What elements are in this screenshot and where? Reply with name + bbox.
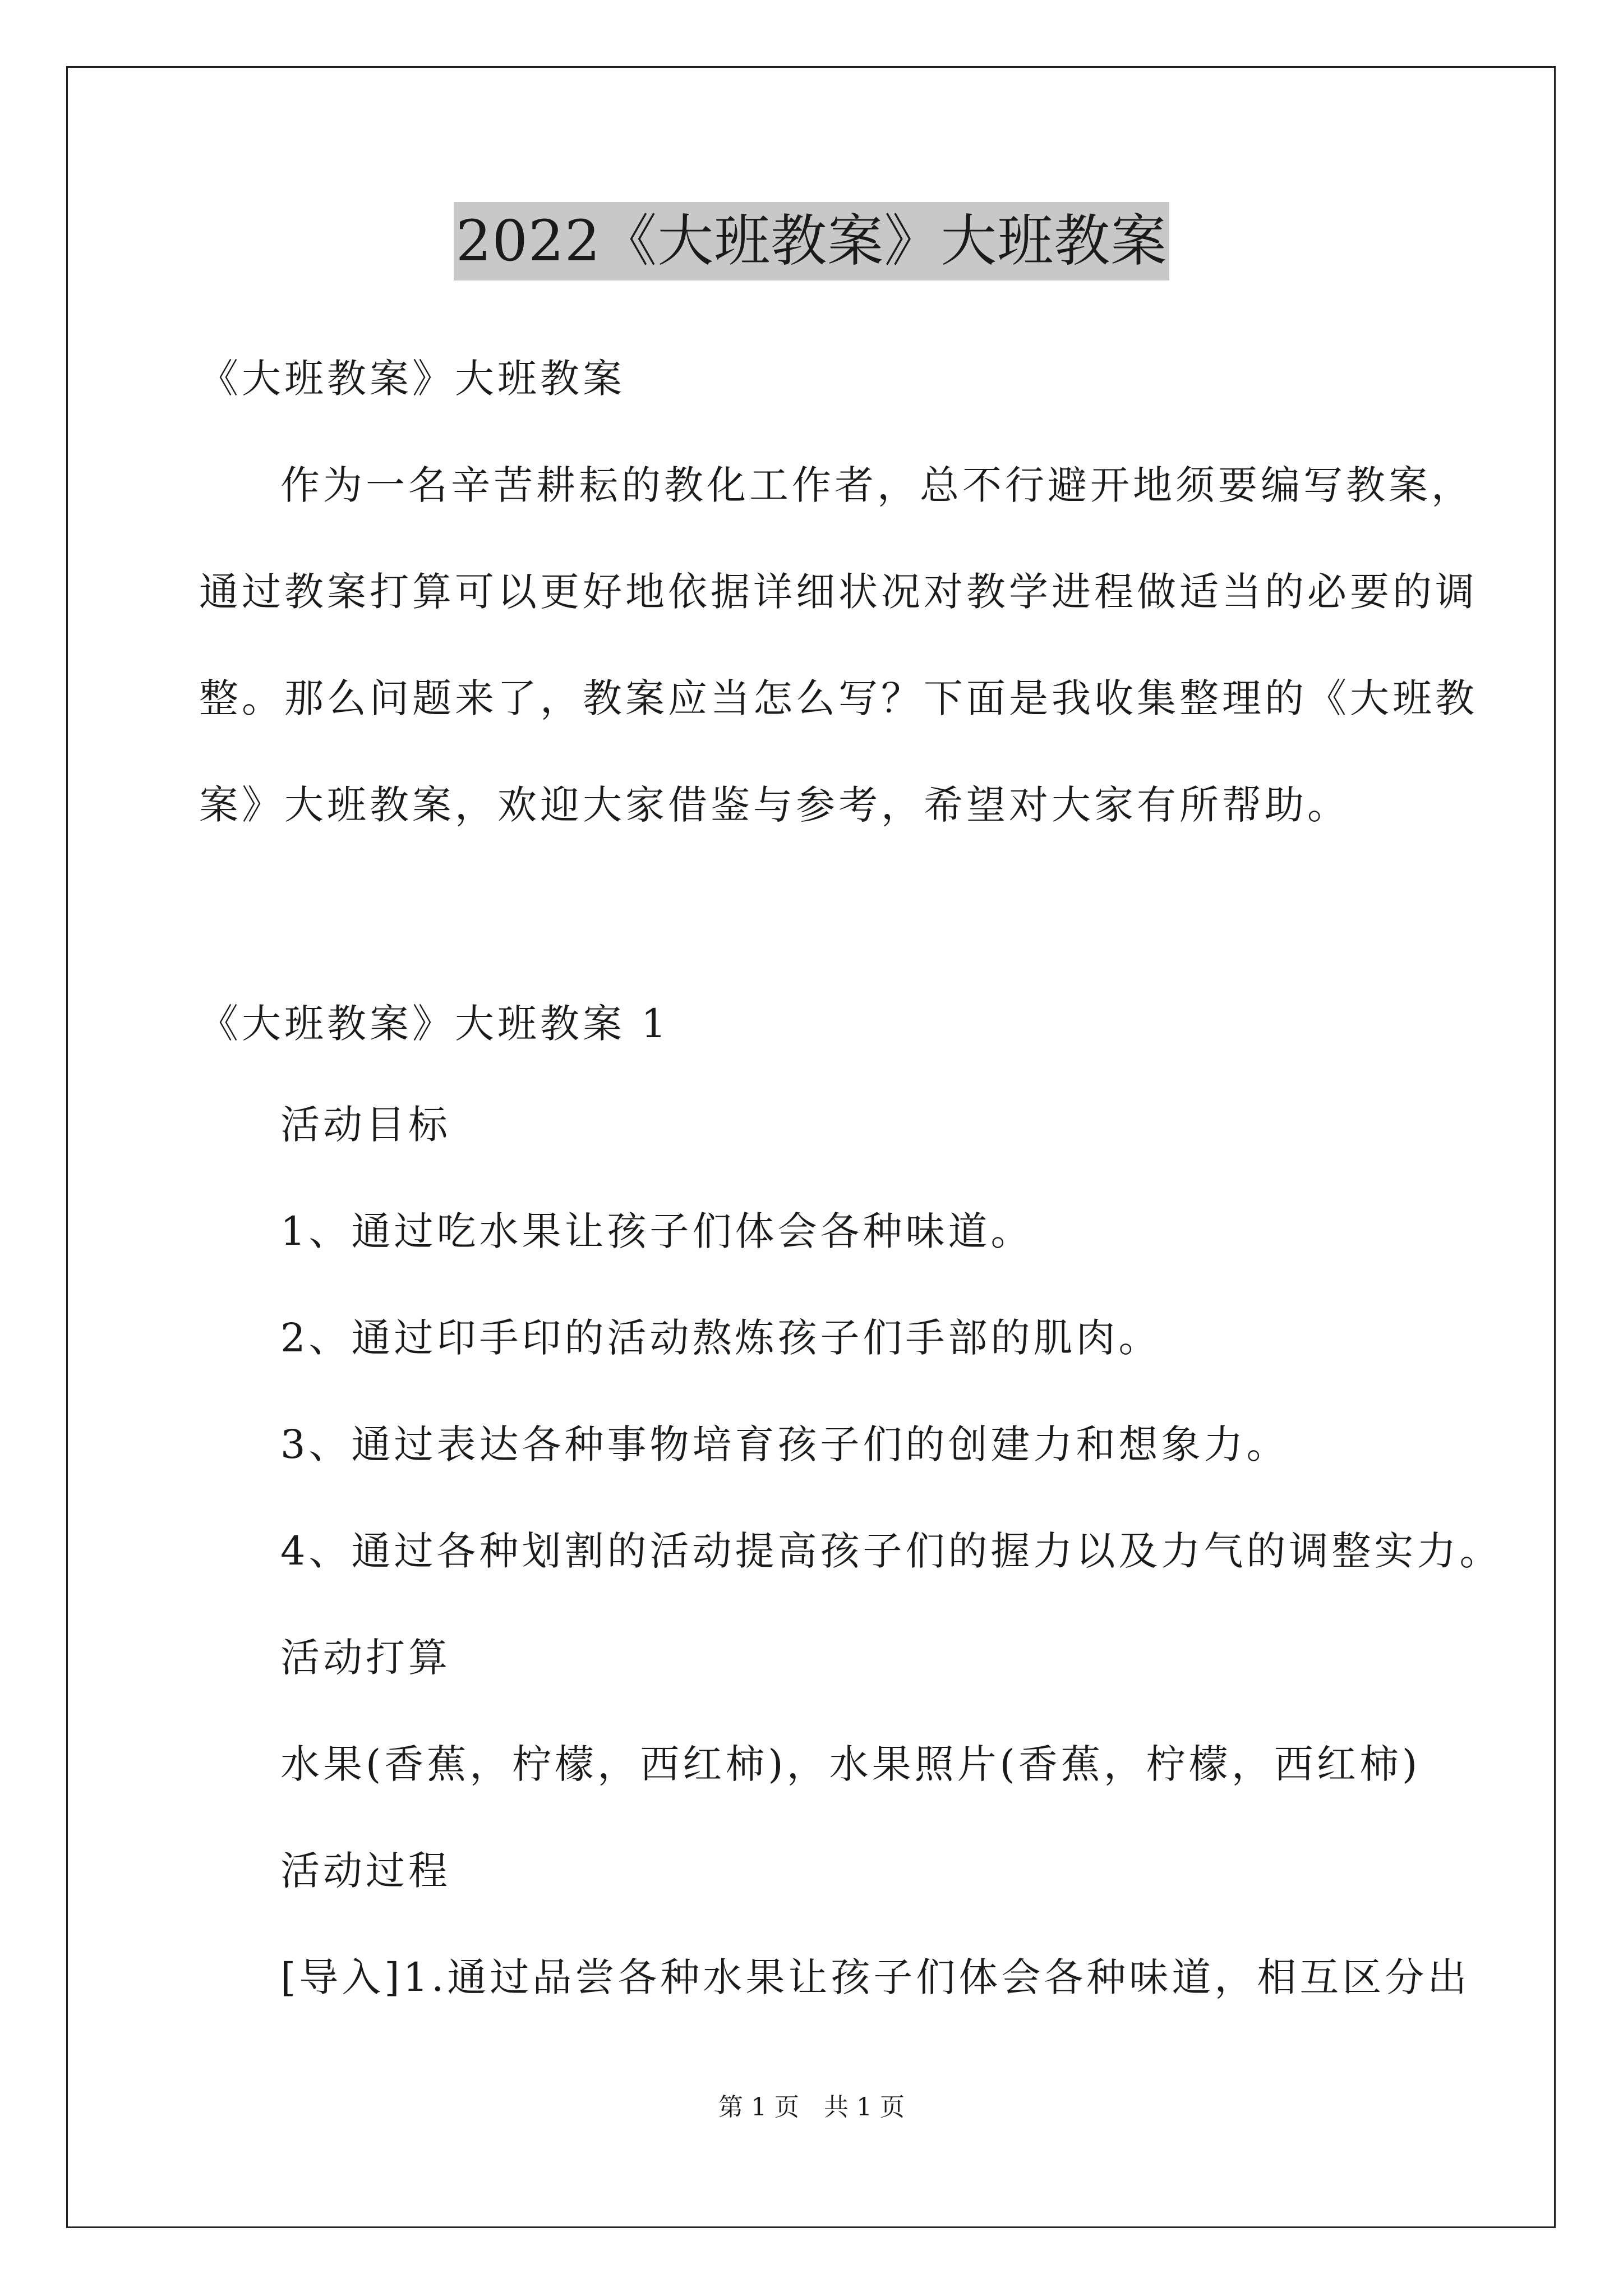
title-container (0, 202, 1623, 280)
page-footer: 第 1 页 共 1 页 (718, 2093, 905, 2122)
prep-heading: 活动打算 (280, 1635, 451, 1681)
document-title: 2022《大班教案》大班教案 (454, 202, 1170, 280)
goal-item: 4、通过各种划割的活动提高孩子们的握力以及力气的调整实力。 (280, 1528, 1502, 1574)
intro-line-2: 通过教案打算可以更好地依据详细状况对教学进程做适当的必要的调 (199, 569, 1478, 615)
goals-heading: 活动目标 (280, 1102, 451, 1148)
process-text: [导入]1.通过品尝各种水果让孩子们体会各种味道，相互区分出 (280, 1954, 1470, 2000)
intro-line-1: 作为一名辛苦耕耘的教化工作者，总不行避开地须要编写教案， (280, 462, 1474, 508)
prep-text: 水果(香蕉，柠檬，西红柿)，水果照片(香蕉，柠檬，西红柿) (280, 1741, 1421, 1787)
goal-item: 2、通过印手印的活动熬炼孩子们手部的肌肉。 (280, 1315, 1161, 1361)
document-subtitle: 《大班教案》大班教案 (199, 356, 625, 402)
process-heading: 活动过程 (280, 1848, 451, 1894)
intro-line-3: 整。那么问题来了，教案应当怎么写？下面是我收集整理的《大班教 (199, 675, 1478, 721)
goal-item: 3、通过表达各种事物培育孩子们的创建力和想象力。 (280, 1421, 1289, 1467)
goal-item: 1、通过吃水果让孩子们体会各种味道。 (280, 1208, 1034, 1254)
intro-line-4: 案》大班教案，欢迎大家借鉴与参考，希望对大家有所帮助。 (199, 782, 1350, 828)
section-heading: 《大班教案》大班教案 1 (199, 1001, 670, 1047)
